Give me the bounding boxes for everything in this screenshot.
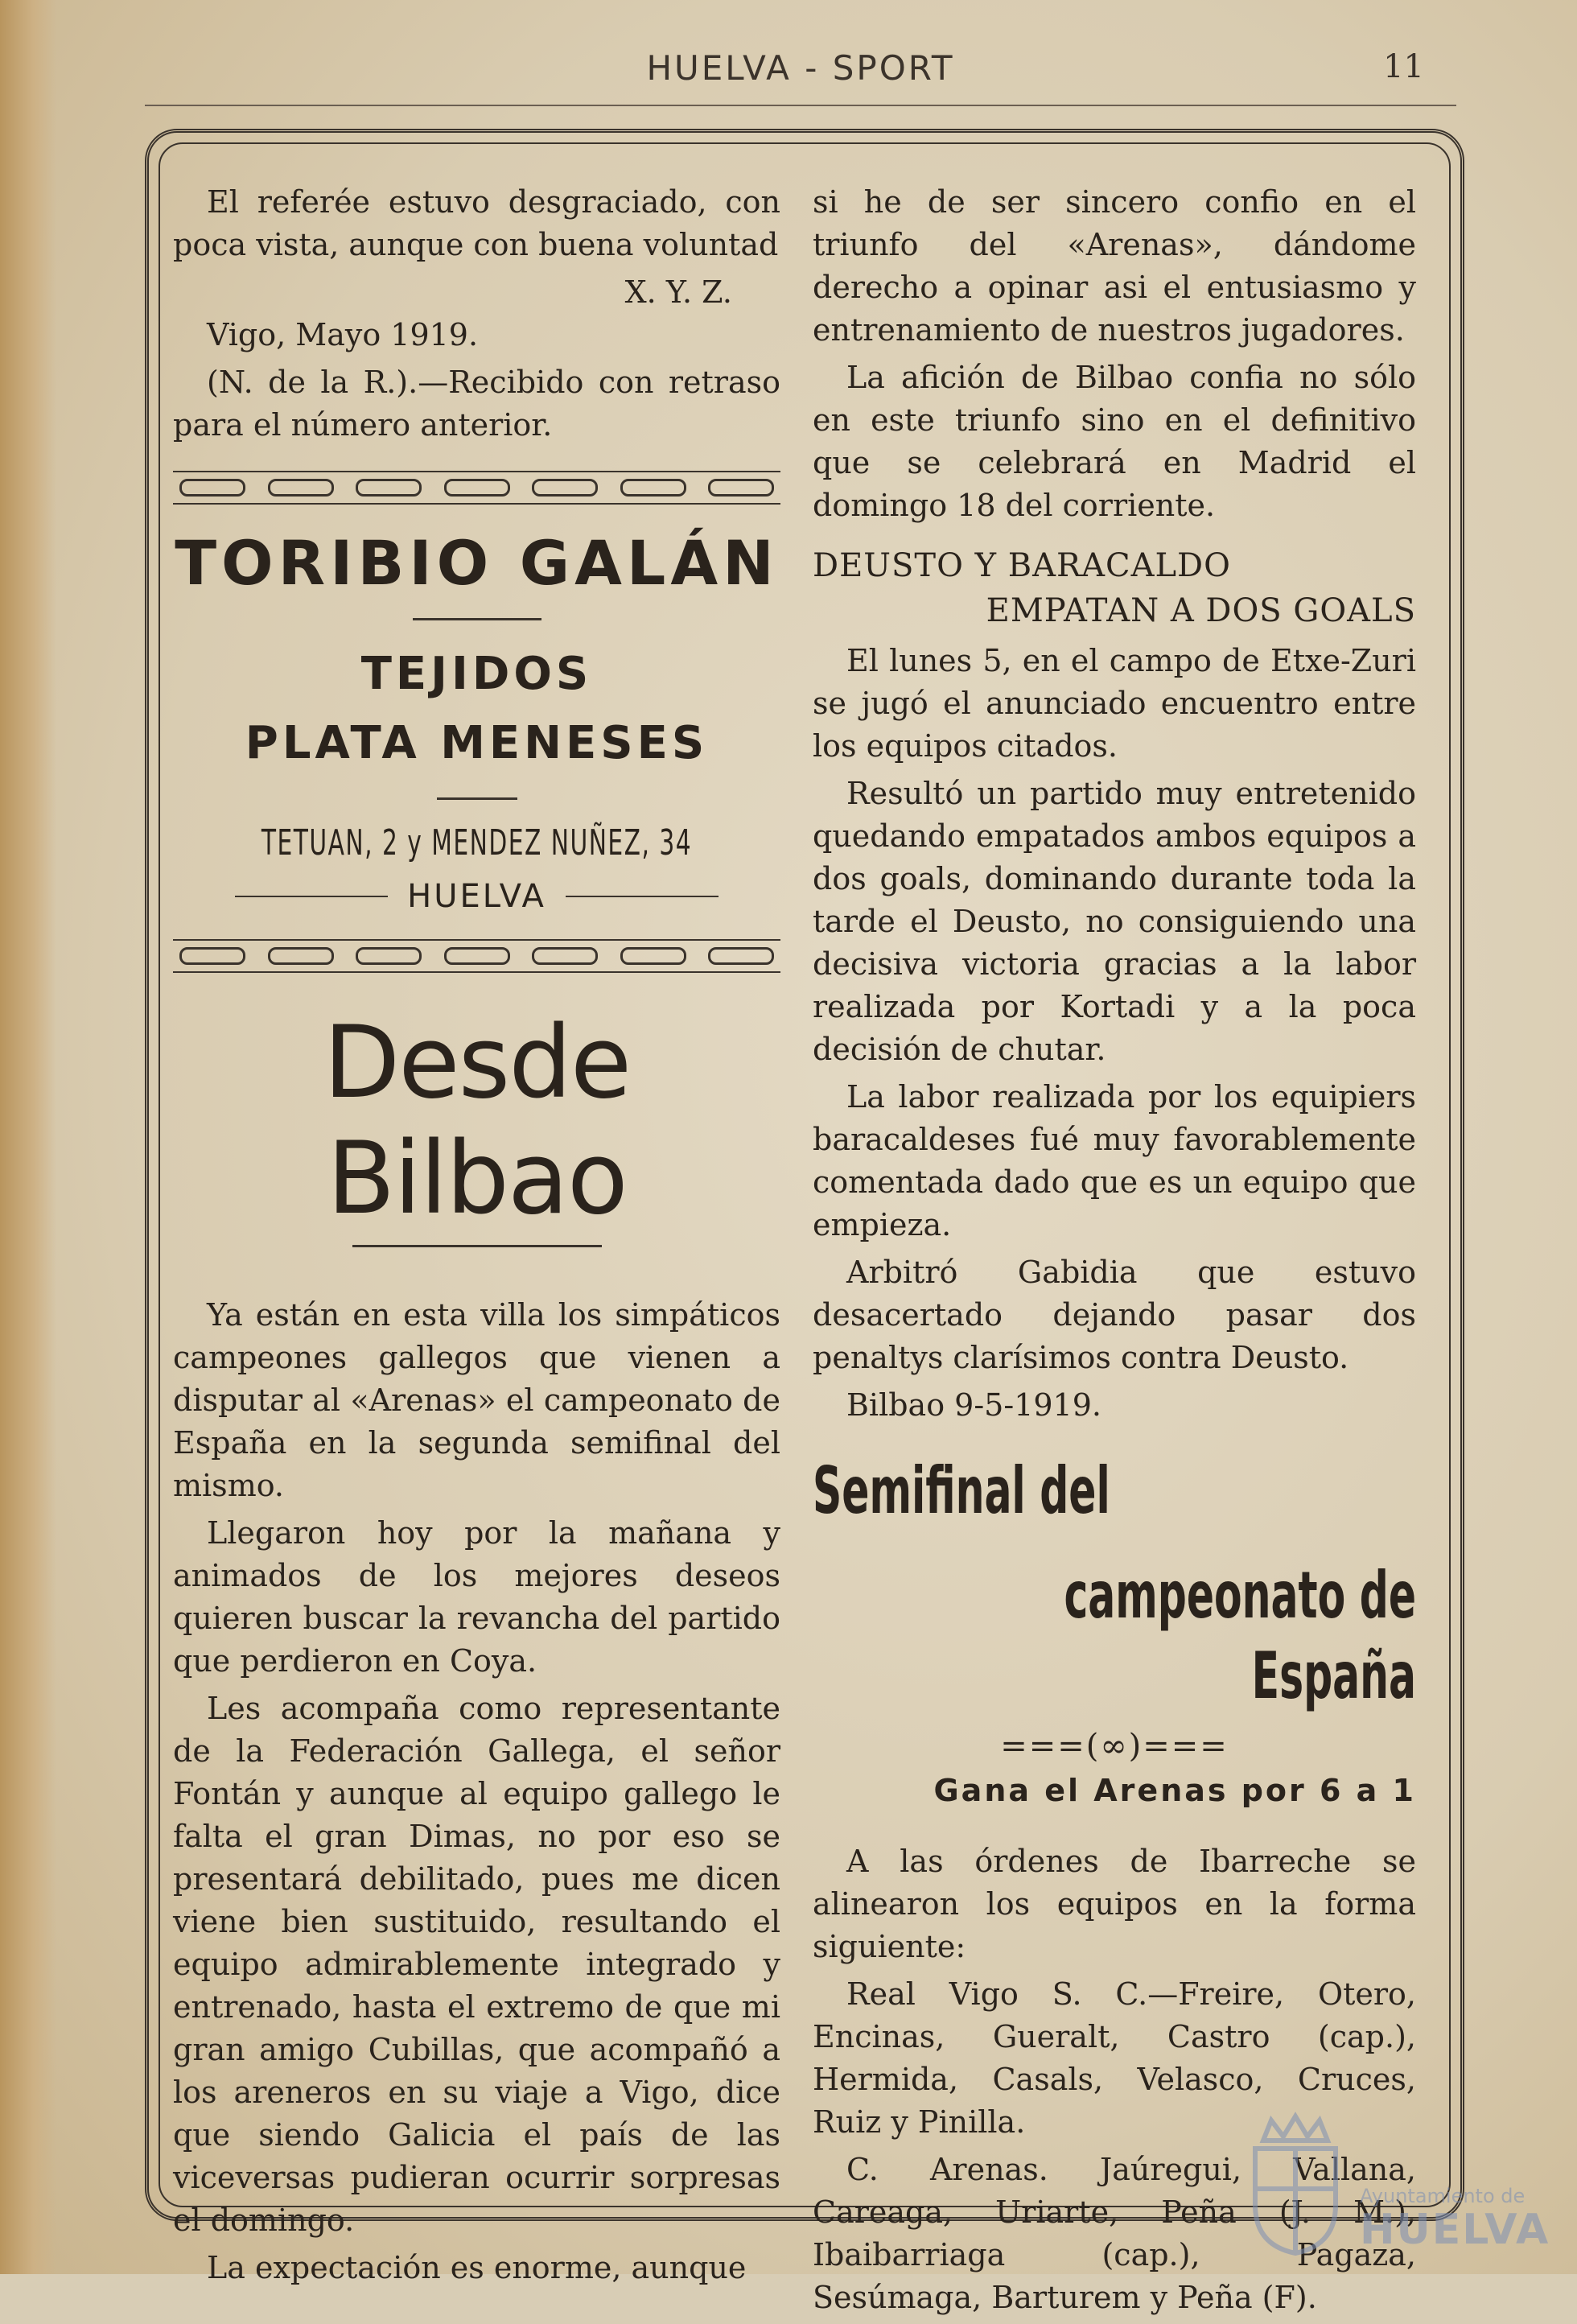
ad-line-tejidos: TEJIDOS [360,648,593,700]
deusto-paragraph: Resultó un partido muy entretenido quedando empatados ambos equipos a dos goals, dominando durante toda la tarde el Deusto, no consiguiendo una decisiva victoria gracias a la labor realizada por Kortadi y a la poca decisión de chutar. [813,776,1416,1067]
intro-paragraph: El referée estuvo desgraciado, con poca vista, aunque con buena voluntad [173,184,780,262]
title-underline [352,1245,602,1247]
semifinal-paragraph: C. Arenas. Jaúregui, Vallana, Careaga, Uriarte, Peña (J. M.), Ibaibarriaga (cap.), Pagaza, Sesúmaga, Barturem y Peña (F). [813,2152,1416,2315]
watermark-line2: HUELVA [1360,2206,1550,2254]
watermark-text [1360,2185,1550,2252]
section-heading-line2: EMPATAN A DOS GOALS [986,592,1416,629]
editor-note: (N. de la R.).—Recibido con retraso para el número anterior. [173,365,780,443]
article-paragraph: La afición de Bilbao confia no sólo en este triunfo sino en el definitivo que se celebrará en Madrid el domingo 18 del corriente. [813,360,1416,523]
section-heading: DEUSTO Y BARACALDO [813,547,1231,584]
right-column [813,181,1416,2324]
ad-divider-short [437,797,517,800]
ornamental-divider-2 [173,939,780,973]
ad-divider [413,618,541,620]
publication-title: HUELVA - SPORT [646,48,955,88]
ad-city-dash-left [235,896,388,897]
dateline: Vigo, Mayo 1919. [207,317,479,352]
semifinal-title-line2: campeonato de España [1064,1558,1416,1713]
semifinal-paragraph: A las órdenes de Ibarreche se alinearon los equipos en la forma siguiente: [813,1844,1416,1964]
deusto-paragraph: Arbitró Gabidia que estuvo desacertado dejando pasar dos penaltys clarísimos contra Deusto. [813,1255,1416,1375]
article-title: Desde Bilbao [323,1005,631,1237]
article-paragraph: Les acompaña como representante de la Federación Gallega, el señor Fontán y aunque al equipo gallego le falta el gran Dimas, no por eso se presentará debilitado, pues me dicen viene bien sustituido, resultando el equipo admirablemente integrado y entrenado, hasta el extremo de que mi gran amigo Cubillas, que acompañó a los areneros en su viaje a Vigo, dice que siendo Galicia el país de las viceversas pudieran ocurrir sorpresas el domingo. [173,1691,780,2238]
deusto-dateline: Bilbao 9-5-1919. [846,1387,1101,1423]
semifinal-paragraph: Real Vigo S. C.—Freire, Otero, Encinas, Gueralt, Castro (cap.), Hermida, Casals, Velasco, Cruces, Ruiz y Pinilla. [813,1976,1416,2140]
deusto-paragraph: La labor realizada por los equipiers baracaldeses fué muy favorablemente comentada dado que es un equipo que empieza. [813,1079,1416,1242]
semifinal-ornament: ===(∞)=== [1000,1728,1229,1765]
semifinal-title-line1: Semifinal del [813,1453,1110,1528]
article-paragraph: Ya están en esta villa los simpáticos campeones gallegos que vienen a disputar al «Arenas» el campeonato de España en la segunda semifinal del mismo. [173,1297,780,1503]
ayuntamiento-watermark [1239,2108,1561,2261]
deusto-paragraph: El lunes 5, en el campo de Etxe-Zuri se jugó el anunciado encuentro entre los equipos citados. [813,643,1416,764]
article-paragraph: Llegaron hoy por la mañana y animados de los mejores deseos quieren buscar la revancha del partido que perdieron en Coya. [173,1515,780,1679]
ad-business-name: TORIBIO GALÁN [175,527,779,599]
page-header [145,48,1456,106]
ad-city-dash-right [566,896,719,897]
page-number: 11 [1383,48,1424,85]
article-paragraph: La expectación es enorme, aunque [207,2250,747,2285]
ornamental-divider [173,471,780,505]
ad-address: TETUAN, 2 y MENDEZ NUÑEZ, 34 [261,822,693,863]
article-continuation: si he de ser sincero confio en el triunfo del «Arenas», dándome derecho a opinar asi el entusiasmo y entrenamiento de nuestros jugadores. [813,184,1416,348]
watermark-line1: Ayuntamiento de [1360,2185,1526,2207]
ad-city-row [173,878,780,915]
coat-of-arms-icon [1239,2108,1352,2261]
advertisement [173,527,780,915]
left-column [173,181,780,2294]
author-signature: X. Y. Z. [624,274,732,310]
page-spine-shadow [0,0,56,2274]
ad-line-meneses: PLATA MENESES [245,717,709,769]
ad-city: HUELVA [407,878,546,915]
match-result: Gana el Arenas por 6 a 1 [933,1773,1416,1808]
